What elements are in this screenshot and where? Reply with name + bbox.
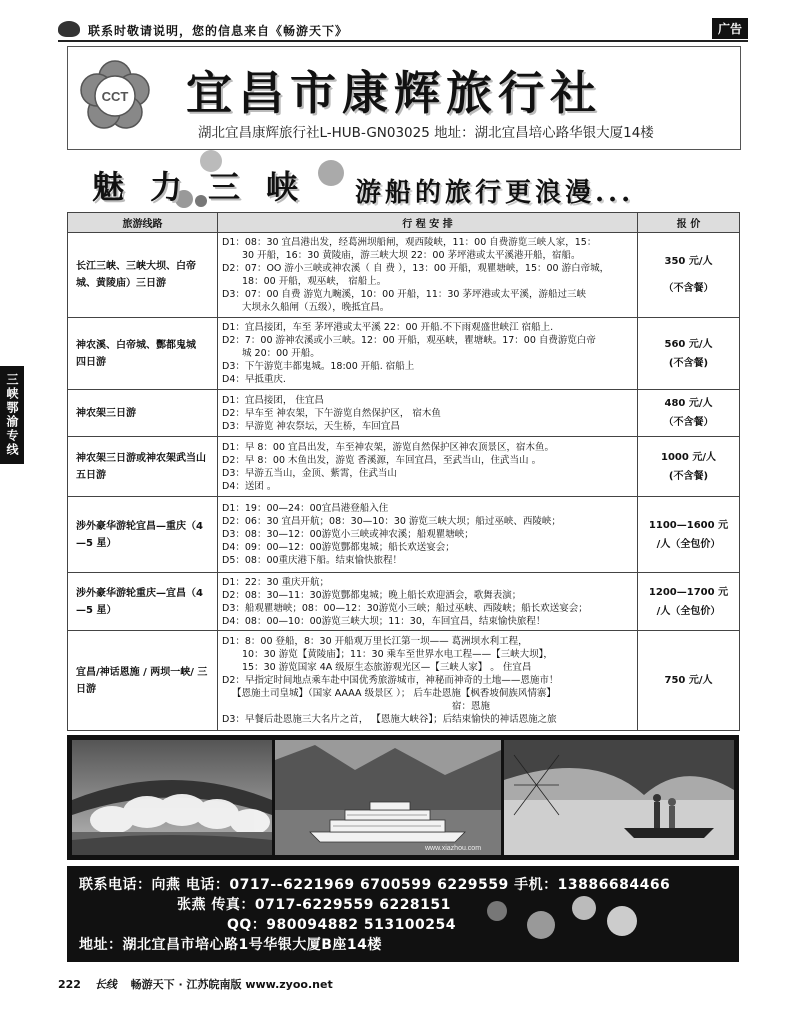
schedule-line: 15：30 游览国家 4A 级原生态旅游观光区—【三峡人家】 。 住宜昌 bbox=[242, 662, 532, 673]
schedule-cell bbox=[218, 573, 638, 631]
schedule-line: D2：早指定时间地点乘车赴中国优秀旅游城市，神秘而神奇的土地——恩施市！ bbox=[222, 675, 559, 686]
schedule-cell bbox=[218, 318, 638, 390]
schedule-line: D1：宜昌接团，车至 茅坪港或太平溪 22：00 开船.不下雨观盛世峡江 宿船上. bbox=[222, 322, 554, 333]
mascot-icon bbox=[58, 21, 80, 37]
contact-phone-line: 联系电话：向燕 电话：0717--6221969 6700599 6229559 手机：13886684466 bbox=[79, 877, 671, 893]
schedule-line: 30 开船，16：30 黄陵庙，游三峡大坝 22：00 茅坪港或太平溪港开船，宿船。 bbox=[242, 250, 581, 261]
schedule-line: 宿：恩施 bbox=[452, 701, 491, 712]
route-cell: 神农架三日游或神农架武当山五日游 bbox=[68, 437, 218, 497]
river-boat-photo bbox=[504, 740, 734, 855]
table-row bbox=[68, 573, 740, 631]
section-brand: 长线 bbox=[94, 978, 117, 991]
photo-watermark: www.xiazhou.com bbox=[425, 845, 482, 852]
schedule-line: D1：08：30 宜昌港出发，经葛洲坝船闸，观西陵峡，11：00 自费游览三峡人家，15： bbox=[222, 237, 597, 248]
price-note: (不含餐) bbox=[668, 357, 709, 369]
route-cell: 宜昌/神话恩施 / 两坝一峡/ 三日游 bbox=[68, 631, 218, 731]
schedule-line: D3：08：30—12：00游览小三峡或神农溪；船观瞿塘峡； bbox=[222, 529, 474, 540]
price-cell bbox=[638, 573, 740, 631]
schedule-line: D1：19：00—24：00宜昌港登船入住 bbox=[222, 503, 389, 514]
slogan-left: 魅力三峡 bbox=[92, 168, 325, 206]
header-notice: 联系时敬请说明，您的信息来自《畅游天下》 bbox=[88, 24, 349, 38]
table-row bbox=[68, 631, 740, 731]
price-cell bbox=[638, 390, 740, 437]
schedule-cell bbox=[218, 437, 638, 497]
schedule-line: D2：7：00 游神农溪或小三峡。12：00 开船，观巫峡，瞿塘峡。17：00 自费游览白帝 bbox=[222, 335, 596, 346]
price-note: /人（全包价） bbox=[656, 538, 721, 550]
schedule-line: D3：早餐后赴恩施三大名片之首， 【恩施大峡谷】；后结束愉快的神话恩施之旅 bbox=[222, 714, 557, 725]
price-value: 750 元/人 bbox=[664, 675, 713, 686]
page-footer bbox=[58, 976, 333, 992]
decor-dot bbox=[572, 896, 596, 920]
schedule-cell bbox=[218, 233, 638, 318]
decor-dot bbox=[487, 901, 507, 921]
company-name: 宜昌市康辉旅行社 bbox=[186, 66, 602, 120]
route-cell: 长江三峡、三峡大坝、白帝城、黄陵庙）三日游 bbox=[68, 233, 218, 318]
schedule-line: 城 20：00 开船。 bbox=[242, 348, 320, 359]
price-note: /人（全包价） bbox=[656, 605, 721, 617]
table-row bbox=[68, 497, 740, 573]
company-block bbox=[67, 46, 741, 150]
table-row bbox=[68, 390, 740, 437]
table-row bbox=[68, 437, 740, 497]
schedule-cell bbox=[218, 390, 638, 437]
contact-fax-line: 张燕 传真：0717-6229559 6228151 bbox=[177, 897, 451, 913]
schedule-cell bbox=[218, 631, 638, 731]
price-cell bbox=[638, 631, 740, 731]
schedule-line: D3：船观瞿塘峡；08：00—12：30游览小三峡；船过巫峡、西陵峡；船长欢送宴会； bbox=[222, 602, 588, 614]
price-note: (不含餐) bbox=[668, 470, 709, 482]
dam-photo bbox=[72, 740, 272, 855]
schedule-line: D2：08：30—11：30游览酆都鬼城；晚上船长欢迎酒会，歌舞表演； bbox=[222, 589, 522, 601]
schedule-line: D1：22：30 重庆开航； bbox=[222, 576, 330, 588]
route-cell: 涉外豪华游轮宜昌—重庆（4—5 星） bbox=[68, 497, 218, 573]
table-header-row bbox=[68, 213, 740, 233]
price-value: 1200—1700 元 bbox=[648, 586, 729, 598]
schedule-cell bbox=[218, 497, 638, 573]
price-note: （不含餐） bbox=[663, 417, 714, 428]
price-cell bbox=[638, 233, 740, 318]
price-note: （不含餐） bbox=[663, 283, 714, 294]
logo-text: CCT bbox=[101, 89, 129, 104]
price-cell bbox=[638, 318, 740, 390]
schedule-line: D2：早 8：00 木鱼出发，游览 香溪源，车回宜昌，至武当山，住武当山 。 bbox=[222, 454, 542, 466]
price-cell bbox=[638, 497, 740, 573]
schedule-line: D2：07：OO 游小三峡或神农溪（ 自 费 ），13：00 开船，观瞿塘峡，15：00 游白帝城， bbox=[222, 263, 610, 274]
page-number: 222 bbox=[58, 978, 81, 991]
column-header-price: 报 价 bbox=[638, 213, 740, 233]
price-value: 480 元/人 bbox=[664, 398, 713, 409]
schedule-line: D1：8：00 登船，8：30 开船观万里长江第一坝—— 葛洲坝水利工程， bbox=[222, 636, 528, 647]
cct-logo-icon bbox=[78, 59, 152, 133]
contact-address-line: 地址：湖北宜昌市培心路1号华银大厦B座14楼 bbox=[79, 937, 382, 953]
schedule-line: D3：早游览 神农祭坛，天生桥，车回宜昌 bbox=[222, 420, 400, 432]
schedule-line: D1：早 8：00 宜昌出发，车至神农架，游览自然保护区神农顶景区，宿木鱼。 bbox=[222, 441, 555, 453]
contact-qq-line: QQ：980094882 513100254 bbox=[227, 917, 457, 933]
schedule-line: 10：30 游览【黄陵庙】；11：30 乘车至世界水电工程——【三峡大坝】， bbox=[242, 649, 553, 660]
route-cell: 涉外豪华游轮重庆—宜昌（4—5 星） bbox=[68, 573, 218, 631]
company-info: 湖北宜昌康辉旅行社L-HUB-GN03025 地址：湖北宜昌培心路华银大厦14楼 bbox=[198, 125, 654, 141]
tour-table bbox=[67, 212, 740, 731]
side-tab: 三峡鄂渝专线 bbox=[0, 366, 24, 464]
schedule-line: D4：早抵重庆. bbox=[222, 374, 286, 385]
schedule-line: D1：宜昌接团， 住宜昌 bbox=[222, 394, 324, 406]
cruise-ship-photo bbox=[275, 740, 501, 855]
column-header-route: 旅游线路 bbox=[68, 213, 218, 233]
photo-strip bbox=[67, 735, 739, 860]
schedule-line: D3：07：00 自费 游览九畹溪，10：00 开船，11：30 茅坪港或太平溪，游船过三峡 bbox=[222, 289, 586, 300]
table-row bbox=[68, 233, 740, 318]
schedule-line: D2：06：30 宜昌开航；08：30—10：30 游览三峡大坝；船过巫峡、西陵峡； bbox=[222, 516, 561, 527]
schedule-line: D3：下午游览丰都鬼城。18:00 开船. 宿船上 bbox=[222, 361, 415, 372]
decor-dot bbox=[527, 911, 555, 939]
table-row bbox=[68, 318, 740, 390]
page-header bbox=[58, 20, 748, 42]
schedule-line: D2：早车至 神农架，下午游览自然保护区， 宿木鱼 bbox=[222, 407, 441, 419]
schedule-line: 大坝永久船闸（五级），晚抵宜昌。 bbox=[242, 302, 390, 313]
schedule-line: D5：08：00重庆港下船。结束愉快旅程！ bbox=[222, 555, 403, 566]
price-value: 350 元/人 bbox=[664, 256, 713, 267]
price-value: 1100—1600 元 bbox=[648, 519, 729, 531]
slogan-right: 游船的旅行更浪漫... bbox=[355, 178, 635, 208]
schedule-line: 【恩施土司皇城】（国家 AAAA 级景区 ）； 后车赴恩施【枫香坡侗族风情寨】 bbox=[232, 688, 556, 699]
contact-block bbox=[67, 866, 739, 962]
schedule-line: D4：送团 。 bbox=[222, 480, 277, 492]
route-cell: 神农溪、白帝城、酆都鬼城 四日游 bbox=[68, 318, 218, 390]
schedule-line: D4：08：00—10：00游览三峡大坝；11：30，车回宜昌，结束愉快旅程！ bbox=[222, 615, 546, 627]
schedule-line: D3：早游五当山，金顶、紫霄，住武当山 bbox=[222, 467, 397, 479]
route-cell: 神农架三日游 bbox=[68, 390, 218, 437]
price-cell bbox=[638, 437, 740, 497]
decor-dot bbox=[607, 906, 637, 936]
price-value: 560 元/人 bbox=[664, 338, 713, 350]
schedule-line: D4：09：00—12：00游览酆都鬼城；船长欢送宴会； bbox=[222, 542, 455, 553]
column-header-schedule: 行 程 安 排 bbox=[218, 213, 638, 233]
price-value: 1000 元/人 bbox=[661, 451, 716, 463]
schedule-line: 18：00 开船，观巫峡， 宿船上。 bbox=[242, 276, 387, 287]
footer-text: 畅游天下 · 江苏皖南版 www.zyoo.net bbox=[130, 978, 333, 991]
ad-tag: 广告 bbox=[712, 18, 748, 39]
